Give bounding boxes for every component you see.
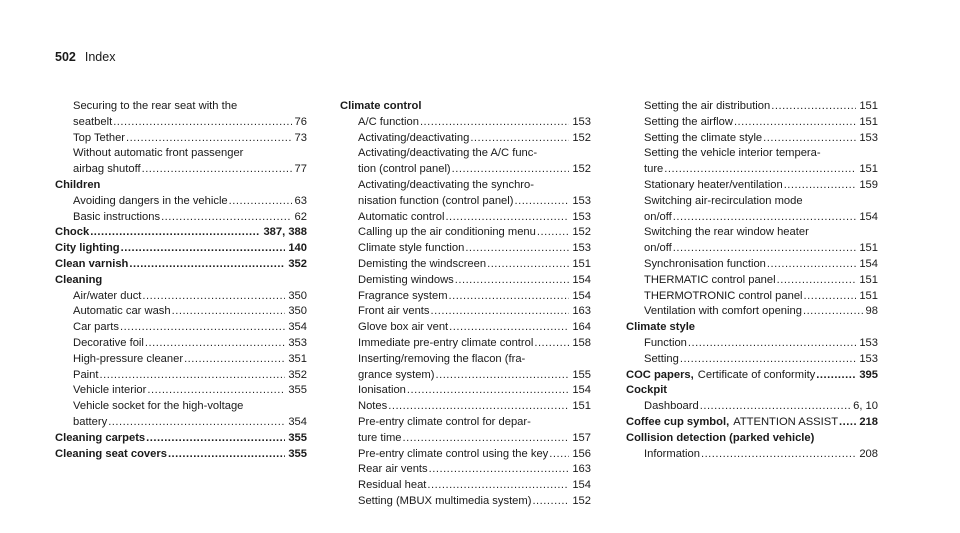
entry-text: Setting the air distribution [644,100,771,112]
entry-text: Decorative foil [73,336,144,349]
leader-dots [673,241,857,257]
entry-text: ture [644,163,664,176]
index-entry [626,273,878,289]
page-reference: 154 [572,289,591,302]
index-entry [55,210,307,226]
index-entry [55,162,307,178]
entry-text: Coffee cup symbol, [626,415,730,428]
index-entry [55,368,307,384]
entry-text: High-pressure cleaner [73,352,184,365]
index-entry [626,399,878,415]
entry-text: Switching the rear window heater [644,226,809,239]
leader-dots [172,304,286,320]
leader-dots [129,257,285,273]
entry-text: Function [644,336,687,349]
index-entry [55,146,307,162]
entry-text: Setting (MBUX multimedia system) [358,494,532,507]
entry-text: Avoiding dangers in the vehicle [73,194,228,207]
section-title: Index [84,50,116,64]
leader-dots [108,415,285,431]
entry-text: Information [644,447,700,460]
entry-text: Pre-entry climate control using the key [358,447,549,460]
index-entry [340,399,591,415]
leader-dots [449,289,570,305]
page-reference: 154 [859,210,878,223]
entry-text: Glove box air vent [358,321,449,334]
index-entry [626,115,878,131]
entry-text: Switching air-recirculation mode [644,194,803,207]
index-entry [340,494,591,510]
leader-dots [161,210,291,226]
entry-text: Chock [55,226,90,239]
index-entry [55,194,307,210]
page-reference: 151 [859,100,878,112]
leader-dots [771,99,856,115]
page-reference: 352 [288,368,307,381]
entry-text: Activating/deactivating [358,131,470,144]
index-entry [340,241,591,257]
leader-dots [420,115,569,131]
leader-dots [449,320,569,336]
entry-text: Demisting windows [358,273,454,286]
entry-text: COC papers, [626,368,694,381]
page-reference: 153 [859,336,878,349]
entry-text: battery [73,415,108,428]
index-entry [626,210,878,226]
leader-dots [804,289,857,305]
index-entry [340,289,591,305]
index-entry [340,415,591,431]
index-entry [340,368,591,384]
index-entry [626,289,878,305]
leader-dots [784,178,857,194]
page-reference: 350 [288,305,307,318]
index-entry [340,352,591,368]
entry-text: tion (control panel) [358,163,451,176]
page-reference: 163 [572,305,591,318]
leader-dots [445,210,569,226]
entry-text: Securing to the rear seat with the [73,100,238,112]
leader-dots [734,115,856,131]
entry-text: Vehicle socket for the high-voltage [73,400,244,413]
index-entry [340,383,591,399]
page-reference: 354 [288,321,307,334]
page-reference: 151 [859,163,878,176]
page-reference: 354 [288,415,307,428]
index-entry [55,415,307,431]
page-reference: 152 [572,163,591,176]
page-reference: 151 [572,257,591,270]
page-reference: 153 [572,210,591,223]
index-entry [626,225,878,241]
page-reference: 152 [572,226,591,239]
entry-text: ture time [358,431,402,444]
leader-dots [142,289,285,305]
page-reference: 151 [859,242,878,255]
page-reference: 155 [572,368,591,381]
leader-dots [777,273,857,289]
index-entry [626,352,878,368]
page-header [55,50,115,64]
entry-text: Rear air vents [358,463,428,476]
leader-dots [803,304,863,320]
index-entry [626,241,878,257]
index-heading [55,257,307,273]
page-reference: 156 [572,447,591,460]
entry-text: Air/water duct [73,289,142,302]
index-heading [55,225,307,241]
leader-dots [146,431,285,447]
page-reference: 154 [859,257,878,270]
entry-text: Cleaning [55,273,103,286]
index-entry [340,462,591,478]
index-entry [55,320,307,336]
index-heading [626,415,878,431]
page-reference: 98 [865,305,878,318]
page-reference: 164 [572,321,591,334]
page-reference: 153 [859,131,878,144]
entry-text: nisation function (control panel) [358,194,514,207]
entry-text: Setting the airflow [644,115,733,128]
entry-text: Pre-entry climate control for depar- [358,415,531,428]
leader-dots [145,336,285,352]
entry-text: Activating/deactivating the A/C func- [358,147,538,160]
entry-text: Vehicle interior [73,384,147,397]
entry-text: grance system) [358,368,435,381]
index-column-3 [626,99,878,462]
index-column-1 [55,99,307,462]
index-entry [55,399,307,415]
index-entry [340,320,591,336]
entry-text: Top Tether [73,131,126,144]
index-entry [55,115,307,131]
index-entry [340,273,591,289]
index-entry [340,115,591,131]
entry-subtext: ATTENTION ASSIST [733,415,839,428]
page-reference: 152 [572,131,591,144]
leader-dots [121,241,286,257]
entry-text: Setting [644,352,679,365]
index-entry [55,383,307,399]
page-reference: 218 [859,415,878,428]
leader-dots [700,399,850,415]
entry-text: Automatic control [358,210,445,223]
page-reference: 158 [572,336,591,349]
page-reference: 353 [288,336,307,349]
entry-text: Cockpit [626,384,668,397]
leader-dots [407,383,569,399]
entry-text: Dashboard [644,400,699,413]
index-entry [340,194,591,210]
index-entry [340,478,591,494]
page-reference: 152 [572,494,591,507]
index-entry [340,210,591,226]
index-heading [626,320,878,336]
index-entry [340,225,591,241]
page-number: 502 [55,50,76,64]
index-heading [55,447,307,463]
entry-text: Residual heat [358,479,427,492]
page-reference: 151 [572,400,591,413]
leader-dots [126,131,292,147]
page-reference: 351 [288,352,307,365]
leader-dots [120,320,285,336]
index-entry [55,336,307,352]
leader-dots [388,399,569,415]
entry-text: THERMATIC control panel [644,273,776,286]
index-entry [626,257,878,273]
index-heading [626,383,878,399]
entry-text: Paint [73,368,99,381]
index-entry [626,447,878,463]
index-heading [626,368,878,384]
page-reference: 62 [294,210,307,223]
entry-text: City lighting [55,242,120,255]
page-reference: 151 [859,289,878,302]
leader-dots [229,194,292,210]
leader-dots [431,304,570,320]
entry-text: Cleaning seat covers [55,447,167,460]
leader-dots [429,462,570,478]
entry-text: on/off [644,210,672,223]
index-heading [626,431,878,447]
page-reference: 6, 10 [853,400,878,413]
index-entry [340,447,591,463]
index-entry [626,304,878,320]
leader-dots [487,257,569,273]
index-entry [55,352,307,368]
page-reference: 73 [294,131,307,144]
leader-dots [113,115,291,131]
page-reference: 63 [294,194,307,207]
leader-dots [470,131,569,147]
page-reference: 355 [288,384,307,397]
index-entry [626,194,878,210]
entry-text: Notes [358,400,388,413]
entry-text: Car parts [73,321,120,334]
leader-dots [465,241,569,257]
page-reference: 355 [288,431,307,444]
index-entry [626,99,878,115]
leader-dots [839,415,856,431]
page-reference: 157 [572,431,591,444]
index-entry [626,146,878,162]
page-reference: 163 [572,463,591,476]
leader-dots [168,447,285,463]
index-heading [55,241,307,257]
index-entry [340,336,591,352]
entry-text: Collision detection (parked vehicle) [626,431,815,444]
entry-text: Without automatic front passenger [73,147,244,160]
index-entry [340,131,591,147]
page-reference: 355 [288,447,307,460]
page-reference: 154 [572,273,591,286]
page-reference: 151 [859,115,878,128]
index-entry [340,146,591,162]
leader-dots [688,336,856,352]
leader-dots [673,210,857,226]
entry-text: Calling up the air conditioning menu [358,226,536,239]
entry-text: Front air vents [358,305,430,318]
leader-dots [100,368,286,384]
page-reference: 208 [859,447,878,460]
page-reference: 352 [288,257,307,270]
leader-dots [816,368,856,384]
entry-text: A/C function [358,115,419,128]
index-entry [626,336,878,352]
page-reference: 153 [572,115,591,128]
entry-text: Cleaning carpets [55,431,146,444]
leader-dots [763,131,856,147]
index-heading [55,178,307,194]
leader-dots [427,478,569,494]
entry-text: Immediate pre-entry climate control [358,336,534,349]
leader-dots [184,352,285,368]
leader-dots [534,336,569,352]
page-reference: 387, 388 [263,226,307,239]
page-reference: 153 [572,242,591,255]
page-reference: 76 [294,115,307,128]
leader-dots [680,352,856,368]
leader-dots [549,447,569,463]
index-entry [340,304,591,320]
leader-dots [455,273,570,289]
index-entry [55,289,307,305]
index-entry [340,257,591,273]
index-heading [340,99,591,115]
leader-dots [514,194,569,210]
entry-text: Ventilation with comfort opening [644,305,802,318]
index-entry [626,162,878,178]
entry-text: Inserting/removing the flacon (fra- [358,352,526,365]
leader-dots [90,225,260,241]
entry-text: Climate style [626,321,696,334]
page-reference: 153 [572,194,591,207]
index-heading [55,431,307,447]
leader-dots [537,225,569,241]
leader-dots [664,162,856,178]
entry-text: Activating/deactivating the synchro- [358,178,534,191]
leader-dots [435,368,569,384]
page-reference: 140 [288,242,307,255]
entry-text: Ionisation [358,384,406,397]
index-entry [626,178,878,194]
entry-text: on/off [644,242,672,255]
leader-dots [147,383,285,399]
entry-text: Fragrance system [358,289,448,302]
entry-text: Basic instructions [73,210,161,223]
entry-text: Climate style function [358,242,465,255]
leader-dots [767,257,856,273]
index-entry [340,162,591,178]
entry-text: Synchronisation function [644,257,766,270]
entry-text: seatbelt [73,115,113,128]
entry-text: Automatic car wash [73,305,171,318]
entry-text: Climate control [340,100,422,112]
entry-text: Setting the climate style [644,131,763,144]
page-reference: 151 [859,273,878,286]
page-reference: 350 [288,289,307,302]
entry-text: airbag shutoff [73,163,141,176]
page-reference: 154 [572,479,591,492]
entry-text: THERMOTRONIC control panel [644,289,803,302]
page-reference: 153 [859,352,878,365]
page-reference: 395 [859,368,878,381]
leader-dots [701,447,856,463]
index-entry [55,304,307,320]
page-reference: 154 [572,384,591,397]
leader-dots [142,162,292,178]
index-entry [55,99,307,115]
page-reference: 159 [859,178,878,191]
index-column-2 [340,99,591,510]
index-entry [55,131,307,147]
entry-text: Children [55,178,101,191]
entry-text: Setting the vehicle interior tempera- [644,147,821,160]
entry-text: Clean varnish [55,257,129,270]
index-entry [340,178,591,194]
entry-subtext: Certificate of conformity [697,368,816,381]
index-entry [626,131,878,147]
entry-text: Demisting the windscreen [358,257,487,270]
leader-dots [403,431,570,447]
index-entry [340,431,591,447]
entry-text: Stationary heater/ventilation [644,178,783,191]
page-reference: 77 [294,163,307,176]
leader-dots [532,494,569,510]
index-heading [55,273,307,289]
leader-dots [452,162,570,178]
